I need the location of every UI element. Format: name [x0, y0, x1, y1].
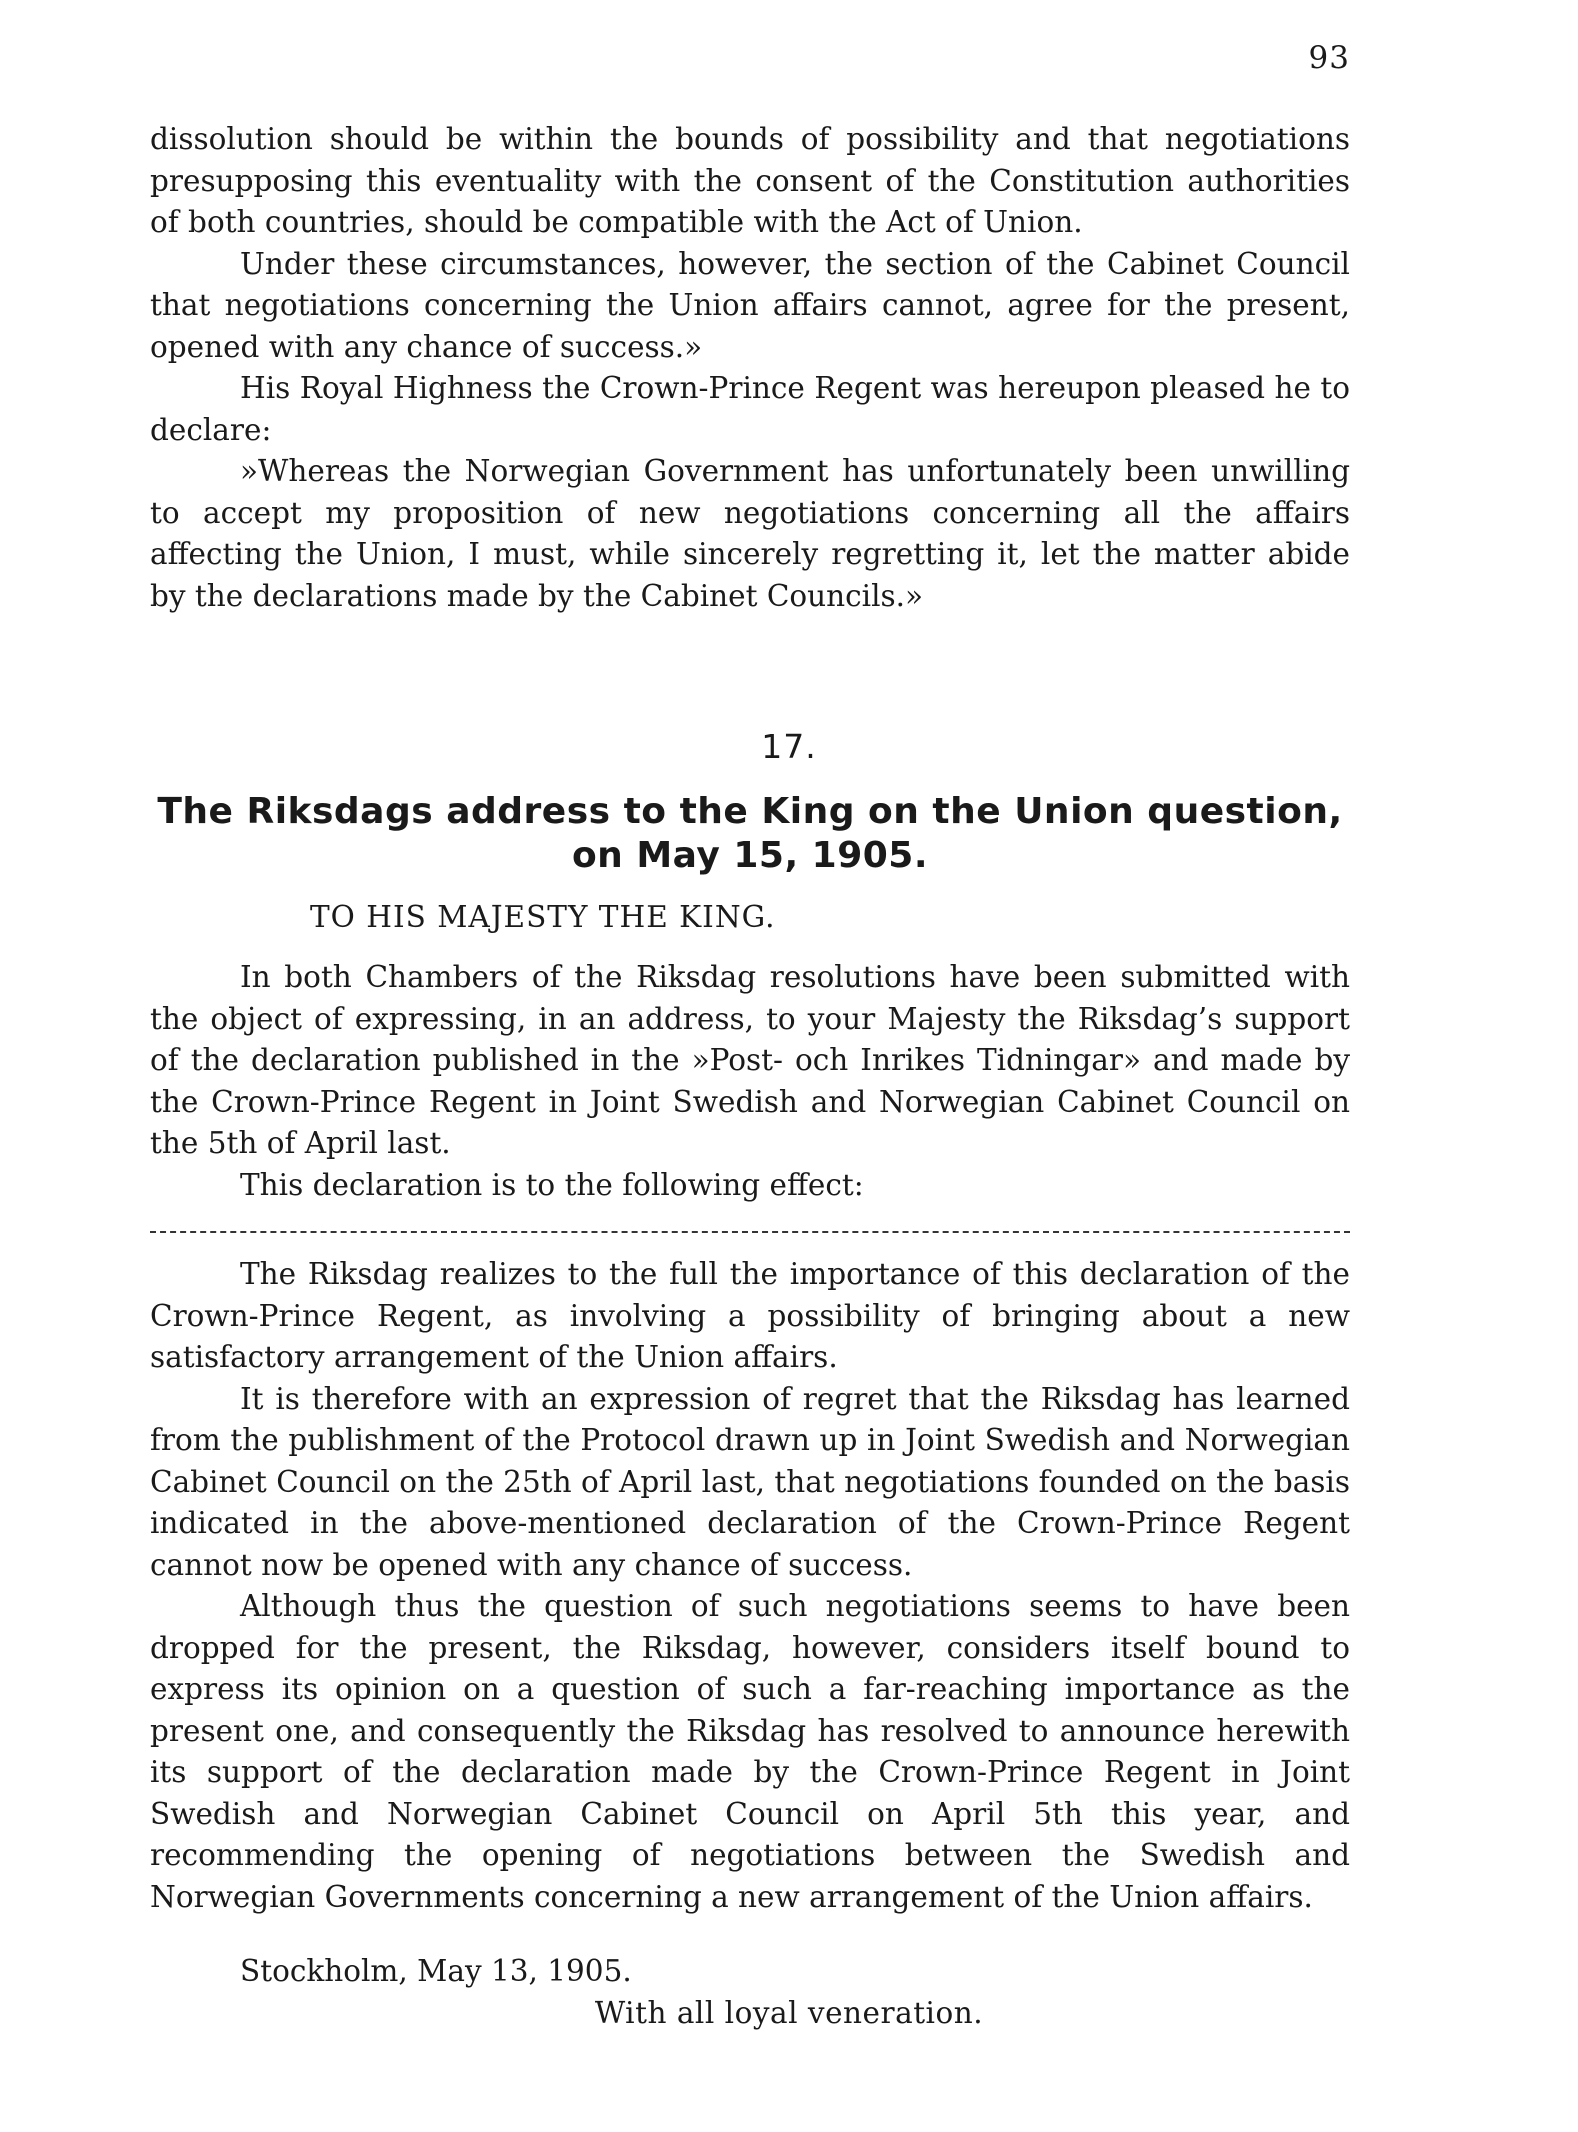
salutation: TO HIS MAJESTY THE KING.: [310, 900, 776, 934]
section-title-line: on May 15, 1905.: [571, 835, 929, 876]
page-number: 93: [1308, 40, 1350, 76]
place-date: Stockholm, May 13, 1905.: [240, 1954, 632, 1988]
section-number: 17.: [761, 727, 817, 766]
paragraph: In both Chambers of the Riksdag resolutions have been submitted with the object of expressing, in an address, to your Majesty the Riksdag’s support of the declaration published in the »Post- och Inrikes Tidningar» and made by the Crown-Prince Regent in Joint Swedish and Norwegian Cabinet Council on the 5th of April last.: [150, 960, 1350, 1160]
top-text-block: [150, 119, 1350, 617]
paragraph: His Royal Highness the Crown-Prince Regent was hereupon pleased he to declare:: [150, 371, 1350, 447]
middle-text-block: [150, 957, 1350, 1206]
paragraph: This declaration is to the following effect:: [240, 1167, 864, 1202]
paragraph: The Riksdag realizes to the full the importance of this declaration of the Crown-Prince Regent, as involving a possibility of bringing about a new satisfactory arrangement of the Union affairs.: [150, 1257, 1350, 1374]
bottom-text-block: [150, 1254, 1350, 1918]
paragraph: Although thus the question of such negotiations seems to have been dropped for the present, the Riksdag, however, considers itself bound to express its opinion on a question of such a far-reaching importance as the present one, and consequently the Riksdag has resolved to announce herewith its support of the declaration made by the Crown-Prince Regent in Joint Swedish and Norwegian Cabinet Council on April 5th this year, and recommending the opening of negotiations between the Swedish and Norwegian Governments concerning a new arrangement of the Union affairs.: [150, 1589, 1350, 1914]
paragraph-continuation: dissolution should be within the bounds of possibility and that negotiations presupposing this eventuality with the consent of the Constitution authorities of both countries, should be compatible with the Act of Union.: [150, 122, 1350, 239]
omission-dash-rule: [150, 1231, 1350, 1233]
paragraph: It is therefore with an expression of regret that the Riksdag has learned from the publishment of the Protocol drawn up in Joint Swedish and Norwegian Cabinet Council on the 25th of April last, that negotiations founded on the basis indicated in the above-mentioned declaration of the Crown-Prince Regent cannot now be opened with any chance of success.: [150, 1381, 1350, 1582]
paragraph: Under these circumstances, however, the section of the Cabinet Council that negotiations concerning the Union affairs cannot, agree for the present, opened with any chance of success.»: [150, 246, 1350, 364]
paragraph-quotation: »Whereas the Norwegian Government has unfortunately been unwilling to accept my proposition of new negotiations concerning all the affairs affecting the Union, I must, while sincerely regretting it, let the matter abide by the declarations made by the Cabinet Councils.»: [150, 454, 1350, 613]
closing-line: With all loyal veneration.: [594, 1996, 984, 2030]
section-title: [150, 790, 1350, 878]
section-title-line: The Riksdags address to the King on the Union question,: [157, 791, 1343, 832]
